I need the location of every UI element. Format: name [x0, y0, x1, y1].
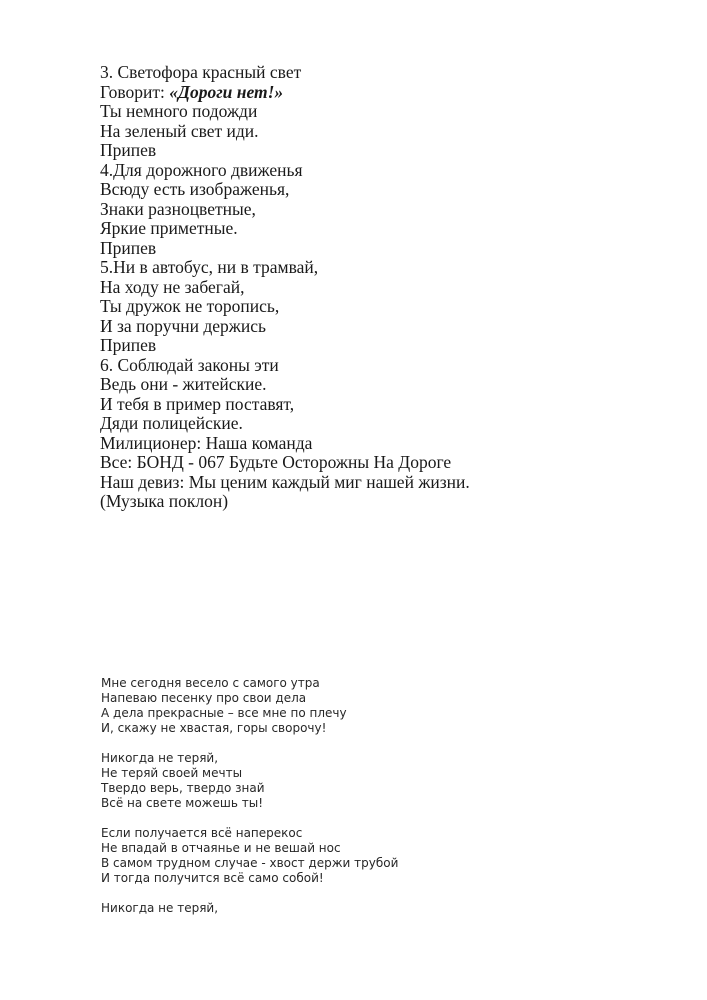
- text-line: Не теряй своей мечты: [101, 766, 243, 780]
- text-line: Не впадай в отчаянье и не вешай нос: [101, 841, 341, 855]
- text-line: В самом трудном случае - хвост держи трубой: [101, 856, 399, 870]
- line-emphasis-text: «Дороги нет!»: [169, 81, 284, 102]
- text-line: Все: БОНД - 067 Будьте Осторожны На Дороге: [100, 452, 452, 472]
- text-line: Если получается всё наперекос: [101, 826, 303, 840]
- text-line: И за поручни держись: [100, 315, 266, 336]
- text-line: 6. Соблюдай законы эти: [100, 354, 279, 375]
- text-line: 5.Ни в автобус, ни в трамвай,: [100, 257, 319, 277]
- text-line: Припев: [100, 140, 157, 160]
- text-line: [101, 811, 398, 826]
- text-line: [101, 886, 398, 901]
- text-line: Припев: [100, 237, 157, 258]
- text-line: Мне сегодня весело с самого утра: [101, 676, 320, 690]
- text-line: Знаки разноцветные,: [100, 198, 256, 219]
- text-line: А дела прекрасные – все мне по плечу: [101, 706, 347, 720]
- text-line: На ходу не забегай,: [100, 276, 245, 297]
- text-line: Напеваю песенку про свои дела: [101, 691, 307, 705]
- text-line: И тогда получится всё само собой!: [101, 871, 324, 885]
- text-line: Никогда не теряй,: [101, 901, 219, 915]
- text-line: [101, 736, 398, 751]
- text-line: Твердо верь, твердо знай: [101, 781, 265, 795]
- text-line: И тебя в пример поставят,: [100, 393, 295, 414]
- text-line: 3. Светофора красный свет: [100, 62, 302, 82]
- text-line: Никогда не теряй,: [101, 751, 219, 765]
- text-line: [100, 83, 470, 103]
- text-line: Дяди полицейские.: [100, 413, 243, 433]
- text-line: 4.Для дорожного движенья: [100, 159, 303, 180]
- text-line: И, скажу не хвастая, горы сворочу!: [101, 721, 327, 735]
- text-line: (Музыка поклон): [100, 491, 229, 511]
- text-line: Ведь они - житейские.: [100, 374, 267, 394]
- text-line: На зеленый свет иди.: [100, 120, 259, 141]
- text-line: Ты дружок не торопись,: [100, 296, 280, 316]
- text-line: Припев: [100, 335, 157, 355]
- lyrics-block-never-lose: [101, 676, 398, 916]
- text-line: Яркие приметные.: [100, 218, 238, 238]
- lyrics-block-road-safety: [100, 63, 470, 512]
- line-text: Говорит:: [100, 81, 170, 102]
- text-line: Ты немного подожди: [100, 101, 258, 121]
- text-line: Наш девиз: Мы ценим каждый миг нашей жизни.: [100, 471, 470, 492]
- text-line: Всюду есть изображенья,: [100, 179, 290, 199]
- text-line: Всё на свете можешь ты!: [101, 796, 264, 810]
- text-line: Милиционер: Наша команда: [100, 432, 313, 453]
